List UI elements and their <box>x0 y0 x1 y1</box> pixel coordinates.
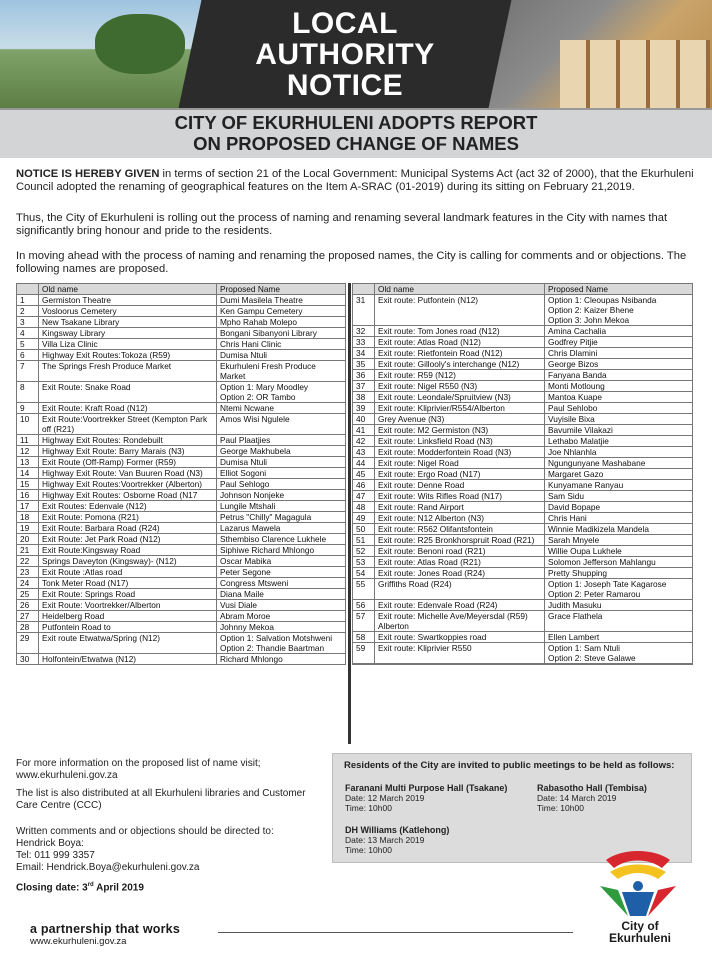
row-number: 34 <box>353 348 375 359</box>
old-name-cell: Exit Route: Jet Park Road (N12) <box>39 534 217 545</box>
proposed-name-cell: Pretty Shupping <box>545 568 693 579</box>
old-name-cell: Exit route: Swartkoppies road <box>375 632 545 643</box>
notice-subtitle: CITY OF EKURHULENI ADOPTS REPORT ON PROPOSED CHANGE OF NAMES <box>174 112 538 154</box>
table-row <box>17 479 346 490</box>
old-name-cell: Exit route: Michelle Ave/Meyersdal (R59) Alberton <box>375 611 545 632</box>
old-name-cell: Griffiths Road (R24) <box>375 579 545 600</box>
contact-info: Written comments and or objections should be directed to: Hendrick Boya: Tel: 011 999 3357 Email: Hendrick.Boya@ekurhuleni.gov.za <box>16 826 326 874</box>
old-name-cell: Exit route: Leondale/Spruitview (N3) <box>375 392 545 403</box>
meeting-venue: Faranani Multi Purpose Hall (Tsakane) Date: 12 March 2019 Time: 10h00 <box>345 783 508 813</box>
old-name-cell: Exit route: Atlas Road (R21) <box>375 557 545 568</box>
meetings-heading: Residents of the City are invited to public meetings to be held as follows: <box>344 760 675 771</box>
more-info: For more information on the proposed list of name visit; www.ekurhuleni.gov.za <box>16 758 326 782</box>
proposed-name-cell: Lazarus Mawela <box>217 523 346 534</box>
meeting-venue: Rabasotho Hall (Tembisa) Date: 14 March 2019 Time: 10h00 <box>537 783 647 813</box>
old-name-cell: Exit route: Kliprivier R550 <box>375 643 545 664</box>
proposed-name-cell: Peter Segone <box>217 567 346 578</box>
table-row <box>353 535 693 546</box>
proposed-name-cell: Johnny Mekoa <box>217 622 346 633</box>
table-row <box>353 568 693 579</box>
proposed-name-cell: Johnson Nonjeke <box>217 490 346 501</box>
proposed-name-cell: Dumi Masilela Theatre <box>217 295 346 306</box>
proposed-name-cell: David Bopape <box>545 502 693 513</box>
table-row <box>353 392 693 403</box>
row-number: 10 <box>17 414 39 435</box>
row-number: 9 <box>17 403 39 414</box>
row-number: 36 <box>353 370 375 381</box>
table-row <box>353 513 693 524</box>
row-number: 38 <box>353 392 375 403</box>
row-number: 6 <box>17 350 39 361</box>
row-number: 50 <box>353 524 375 535</box>
row-number: 16 <box>17 490 39 501</box>
footer-website-link[interactable]: www.ekurhuleni.gov.za <box>30 936 127 947</box>
row-number: 18 <box>17 512 39 523</box>
names-table-right <box>352 283 693 665</box>
old-name-cell: Exit route: Ergo Road (N17) <box>375 469 545 480</box>
proposed-name-cell: Judith Masuku <box>545 600 693 611</box>
proposed-name-cell: Dumisa Ntuli <box>217 350 346 361</box>
old-name-cell: Exit route: Rietfontein Road (N12) <box>375 348 545 359</box>
old-name-cell: Springs Daveyton (Kingsway)- (N12) <box>39 556 217 567</box>
old-name-cell: Exit route: Nigel Road <box>375 458 545 469</box>
table-row <box>353 611 693 632</box>
proposed-name-cell: Siphiwe Richard Mhlongo <box>217 545 346 556</box>
old-name-cell: Highway Exit Route: Van Buuren Road (N3) <box>39 468 217 479</box>
row-number: 43 <box>353 447 375 458</box>
row-number: 2 <box>17 306 39 317</box>
row-number: 14 <box>17 468 39 479</box>
proposed-name-cell: Willie Oupa Lukhele <box>545 546 693 557</box>
row-number: 12 <box>17 446 39 457</box>
old-name-cell: Exit route: Rand Airport <box>375 502 545 513</box>
old-name-cell: Tonk Meter Road (N17) <box>39 578 217 589</box>
old-name-cell: New Tsakane Library <box>39 317 217 328</box>
row-number: 28 <box>17 622 39 633</box>
old-name-cell: Vosloorus Cemetery <box>39 306 217 317</box>
logo-wordmark: City of Ekurhuleni <box>608 919 671 945</box>
row-number: 7 <box>17 361 39 382</box>
notice-title: LOCAL AUTHORITY NOTICE <box>255 7 435 102</box>
proposed-name-cell: Mantoa Kuape <box>545 392 693 403</box>
row-number: 57 <box>353 611 375 632</box>
proposed-name-cell: Chris Dlamini <box>545 348 693 359</box>
proposed-name-cell: Option 1: Salvation Motshweni Option 2: Thandie Baartman <box>217 633 346 654</box>
proposed-name-cell: Mpho Rahab Molepo <box>217 317 346 328</box>
table-row <box>17 403 346 414</box>
table-row <box>17 633 346 654</box>
old-name-cell: Exit Route :Atlas road <box>39 567 217 578</box>
meeting-venue: DH Williams (Katlehong) Date: 13 March 2019 Time: 10h00 <box>345 825 450 855</box>
row-number: 13 <box>17 457 39 468</box>
row-number: 48 <box>353 502 375 513</box>
proposed-name-cell: Sarah Mnyele <box>545 535 693 546</box>
table-row <box>17 589 346 600</box>
table-row <box>353 414 693 425</box>
old-name-cell: Highway Exit Routes: Rondebuilt <box>39 435 217 446</box>
table-row <box>353 643 693 664</box>
table-row <box>353 381 693 392</box>
table-header-row: Old name Proposed Name <box>17 284 346 295</box>
table-row <box>353 524 693 535</box>
table-row <box>353 632 693 643</box>
old-name-cell: Germiston Theatre <box>39 295 217 306</box>
proposed-name-cell: Sthembiso Clarence Lukhele <box>217 534 346 545</box>
old-name-cell: Kingsway Library <box>39 328 217 339</box>
row-number: 42 <box>353 436 375 447</box>
info-website-link[interactable]: www.ekurhuleni.gov.za <box>16 770 118 781</box>
old-name-cell: Exit route: R59 (N12) <box>375 370 545 381</box>
proposed-name-cell: Oscar Mabika <box>217 556 346 567</box>
table-row <box>17 468 346 479</box>
table-row <box>353 436 693 447</box>
row-number: 22 <box>17 556 39 567</box>
row-number: 21 <box>17 545 39 556</box>
table-divider <box>348 283 351 744</box>
table-row <box>353 295 693 326</box>
table-row <box>17 600 346 611</box>
table-row <box>17 414 346 435</box>
old-name-cell: Exit Route (Off-Ramp) Former (R59) <box>39 457 217 468</box>
table-row <box>17 490 346 501</box>
proposed-name-cell: Winnie Madikizela Mandela <box>545 524 693 535</box>
proposed-name-cell: Congress Mtsweni <box>217 578 346 589</box>
table-row <box>17 611 346 622</box>
table-row <box>353 337 693 348</box>
old-name-cell <box>375 664 545 665</box>
old-name-cell: Highway Exit Routes:Tokoza (R59) <box>39 350 217 361</box>
proposed-name-cell: Joe Nhlanhla <box>545 447 693 458</box>
distribution-note: The list is also distributed at all Ekurhuleni libraries and Customer Care Centre (CCC) <box>16 788 306 811</box>
closing-date: Closing date: 3rd April 2019 <box>16 882 144 894</box>
proposed-name-cell: Solomon Jefferson Mahlangu <box>545 557 693 568</box>
table-row <box>17 317 346 328</box>
table-row <box>17 545 346 556</box>
old-name-cell: Exit route: Denne Road <box>375 480 545 491</box>
row-number: 4 <box>17 328 39 339</box>
table-row <box>17 457 346 468</box>
table-row <box>17 534 346 545</box>
row-number: 1 <box>17 295 39 306</box>
old-name-cell: Villa Liza Clinic <box>39 339 217 350</box>
row-number: 30 <box>17 654 39 665</box>
table-row <box>353 447 693 458</box>
old-name-cell: Exit Route: Voortrekker/Alberton <box>39 600 217 611</box>
proposed-name-cell: Bavumile Vilakazi <box>545 425 693 436</box>
old-name-cell: Exit route: Tom Jones road (N12) <box>375 326 545 337</box>
row-number: 53 <box>353 557 375 568</box>
table-row <box>17 446 346 457</box>
notice-paragraph-2: Thus, the City of Ekurhuleni is rolling out the process of naming and renaming several landmark features in the City with names that significantly bring honour and pride to the residents. <box>16 212 668 237</box>
old-name-cell: Exit route: Gillooly's interchange (N12) <box>375 359 545 370</box>
table-row <box>353 664 693 665</box>
proposed-name-cell: Option 1: Joseph Tate Kagarose Option 2: Peter Ramarou <box>545 579 693 600</box>
proposed-name-cell: Option 1: Cleoupas Nsibanda Option 2: Kaizer Bhene Option 3: John Mekoa <box>545 295 693 326</box>
table-row <box>353 359 693 370</box>
old-name-cell: Exit Route: Snake Road <box>39 382 217 403</box>
proposed-name-cell: Amos Wisi Ngulele <box>217 414 346 435</box>
proposed-name-cell: George Bizos <box>545 359 693 370</box>
old-name-cell: The Springs Fresh Produce Market <box>39 361 217 382</box>
table-row <box>17 567 346 578</box>
proposed-name-cell: Chris Hani Clinic <box>217 339 346 350</box>
old-name-cell: Exit Routes: Edenvale (N12) <box>39 501 217 512</box>
row-number: 3 <box>17 317 39 328</box>
proposed-name-cell: Richard Mhlongo <box>217 654 346 665</box>
proposed-name-cell: Ngungunyane Mashabane <box>545 458 693 469</box>
proposed-name-cell: Option 1: Sam Ntuli Option 2: Steve Galawe <box>545 643 693 664</box>
row-number: 49 <box>353 513 375 524</box>
notice-paragraph-3: In moving ahead with the process of naming and renaming the proposed names, the City is calling for comments and or objections. The following names are proposed. <box>16 250 687 275</box>
old-name-cell: Exit Route: Kraft Road (N12) <box>39 403 217 414</box>
table-row <box>17 435 346 446</box>
proposed-name-cell: Dumisa Ntuli <box>217 457 346 468</box>
table-row <box>353 600 693 611</box>
old-name-cell: Exit route Etwatwa/Spring (N12) <box>39 633 217 654</box>
proposed-name-cell: Elliot Sogoni <box>217 468 346 479</box>
table-row <box>353 491 693 502</box>
row-number: 37 <box>353 381 375 392</box>
table-row <box>353 579 693 600</box>
proposed-name-cell: Paul Sehlogo <box>217 479 346 490</box>
table-row <box>17 523 346 534</box>
old-name-cell: Exit route: Edenvale Road (R24) <box>375 600 545 611</box>
table-row <box>17 361 346 382</box>
table-row <box>353 557 693 568</box>
table-row <box>353 403 693 414</box>
table-row <box>353 348 693 359</box>
row-number: 59 <box>353 643 375 664</box>
proposed-name-cell: Vusi Diale <box>217 600 346 611</box>
proposed-name-cell: Chris Hani <box>545 513 693 524</box>
row-number: 17 <box>17 501 39 512</box>
proposed-name-cell: Monti Motloung <box>545 381 693 392</box>
table-row <box>353 326 693 337</box>
proposed-name-cell: Diana Maile <box>217 589 346 600</box>
old-name-cell: Holfontein/Etwatwa (N12) <box>39 654 217 665</box>
table-row <box>17 501 346 512</box>
old-name-cell: Exit route: Atlas Road (N12) <box>375 337 545 348</box>
old-name-cell: Exit route: Linksfield Road (N3) <box>375 436 545 447</box>
row-number: 32 <box>353 326 375 337</box>
table-row <box>17 350 346 361</box>
proposed-name-cell: Amina Cachalia <box>545 326 693 337</box>
footer-rule <box>218 932 573 933</box>
table-row <box>17 306 346 317</box>
old-name-cell: Exit route: R25 Bronkhorspruit Road (R21) <box>375 535 545 546</box>
row-number: 29 <box>17 633 39 654</box>
old-name-cell: Exit route: N12 Alberton (N3) <box>375 513 545 524</box>
row-number: 31 <box>353 295 375 326</box>
row-number: 24 <box>17 578 39 589</box>
row-number: 15 <box>17 479 39 490</box>
proposed-name-cell: Petrus "Chilly" Magagula <box>217 512 346 523</box>
old-name-cell: Exit Route: Pomona (R21) <box>39 512 217 523</box>
proposed-name-cell: Bongani Sibanyoni Library <box>217 328 346 339</box>
row-number: 52 <box>353 546 375 557</box>
row-number: 11 <box>17 435 39 446</box>
proposed-name-cell: Godfrey Pitjie <box>545 337 693 348</box>
proposed-name-cell: Lungile Mtshali <box>217 501 346 512</box>
proposed-name-cell: George Makhubela <box>217 446 346 457</box>
row-number: 54 <box>353 568 375 579</box>
old-name-cell: Exit Route:Kingsway Road <box>39 545 217 556</box>
old-name-cell: Exit route: Nigel R550 (N3) <box>375 381 545 392</box>
table-row <box>17 622 346 633</box>
row-number: 27 <box>17 611 39 622</box>
row-number: 8 <box>17 382 39 403</box>
proposed-name-cell <box>545 664 693 665</box>
proposed-name-cell: Ellen Lambert <box>545 632 693 643</box>
names-table-left <box>16 283 346 665</box>
table-row <box>353 458 693 469</box>
table-row <box>17 556 346 567</box>
table-header-row: Old name Proposed Name <box>353 284 693 295</box>
row-number: 56 <box>353 600 375 611</box>
table-row <box>17 295 346 306</box>
row-number: 25 <box>17 589 39 600</box>
row-number: 47 <box>353 491 375 502</box>
row-number: 23 <box>17 567 39 578</box>
table-row <box>17 328 346 339</box>
table-row <box>353 370 693 381</box>
table-row <box>353 502 693 513</box>
table-row <box>17 512 346 523</box>
table-row <box>17 339 346 350</box>
proposed-name-cell: Vuyisile Bixa <box>545 414 693 425</box>
row-number: 5 <box>17 339 39 350</box>
row-number: 58 <box>353 632 375 643</box>
old-name-cell: Exit Route:Voortrekker Street (Kempton Park off (R21) <box>39 414 217 435</box>
row-number: 55 <box>353 579 375 600</box>
proposed-name-cell: Kunyamane Ranyau <box>545 480 693 491</box>
proposed-name-cell: Paul Sehlobo <box>545 403 693 414</box>
table-row <box>17 654 346 665</box>
old-name-cell: Exit route: Putfontein (N12) <box>375 295 545 326</box>
row-number: 33 <box>353 337 375 348</box>
row-number: 46 <box>353 480 375 491</box>
row-number: 19 <box>17 523 39 534</box>
proposed-name-cell: Abram Moroe <box>217 611 346 622</box>
proposed-name-cell: Fanyana Banda <box>545 370 693 381</box>
old-name-cell: Exit route: Benoni road (R21) <box>375 546 545 557</box>
notice-paragraph-1: NOTICE IS HEREBY GIVEN in terms of section 21 of the Local Government: Municipal Systems Act (act 32 of 2000), that the Ekurhuleni Council adopted the renaming of geographical features on the Item A-SRAC (01-2019) during its sitting on February 21,2019. <box>16 168 694 193</box>
old-name-cell: Highway Exit Routes:Voortrekker (Alberton) <box>39 479 217 490</box>
row-number: 51 <box>353 535 375 546</box>
row-number: 44 <box>353 458 375 469</box>
proposed-name-cell: Paul Plaatjies <box>217 435 346 446</box>
proposed-name-cell: Ken Gampu Cemetery <box>217 306 346 317</box>
row-number <box>353 664 375 665</box>
row-number: 35 <box>353 359 375 370</box>
table-row <box>353 469 693 480</box>
old-name-cell: Exit Route: Barbara Road (R24) <box>39 523 217 534</box>
table-row <box>353 480 693 491</box>
old-name-cell: Grey Avenue (N3) <box>375 414 545 425</box>
proposed-name-cell: Grace Flathela <box>545 611 693 632</box>
table-row <box>353 546 693 557</box>
old-name-cell: Highway Exit Route: Barry Marais (N3) <box>39 446 217 457</box>
row-number: 41 <box>353 425 375 436</box>
row-number: 20 <box>17 534 39 545</box>
proposed-name-cell: Lethabo Malatjie <box>545 436 693 447</box>
proposed-name-cell: Ekurhuleni Fresh Produce Market <box>217 361 346 382</box>
old-name-cell: Highway Exit Routes: Osborne Road (N17 <box>39 490 217 501</box>
old-name-cell: Exit route: Jones Road (R24) <box>375 568 545 579</box>
old-name-cell: Exit route: M2 Germiston (N3) <box>375 425 545 436</box>
contact-email-link[interactable]: Email: Hendrick.Boya@ekurhuleni.gov.za <box>16 862 200 873</box>
old-name-cell: Exit route: Kliprivier/R554/Alberton <box>375 403 545 414</box>
old-name-cell: Exit route: R562 Olifantsfontein <box>375 524 545 535</box>
proposed-name-cell: Ntemi Ncwane <box>217 403 346 414</box>
old-name-cell: Exit route: Wits Rifles Road (N17) <box>375 491 545 502</box>
proposed-name-cell: Option 1: Mary Moodley Option 2: OR Tambo <box>217 382 346 403</box>
table-row <box>17 382 346 403</box>
proposed-name-cell: Sam Sidu <box>545 491 693 502</box>
proposed-name-cell: Margaret Gazo <box>545 469 693 480</box>
row-number: 45 <box>353 469 375 480</box>
old-name-cell: Exit route: Modderfontein Road (N3) <box>375 447 545 458</box>
old-name-cell: Putfontein Road to <box>39 622 217 633</box>
row-number: 39 <box>353 403 375 414</box>
old-name-cell: Heidelberg Road <box>39 611 217 622</box>
table-row <box>353 425 693 436</box>
row-number: 26 <box>17 600 39 611</box>
table-row <box>17 578 346 589</box>
row-number: 40 <box>353 414 375 425</box>
footer-tagline: a partnership that works <box>30 922 180 936</box>
old-name-cell: Exit Route: Springs Road <box>39 589 217 600</box>
